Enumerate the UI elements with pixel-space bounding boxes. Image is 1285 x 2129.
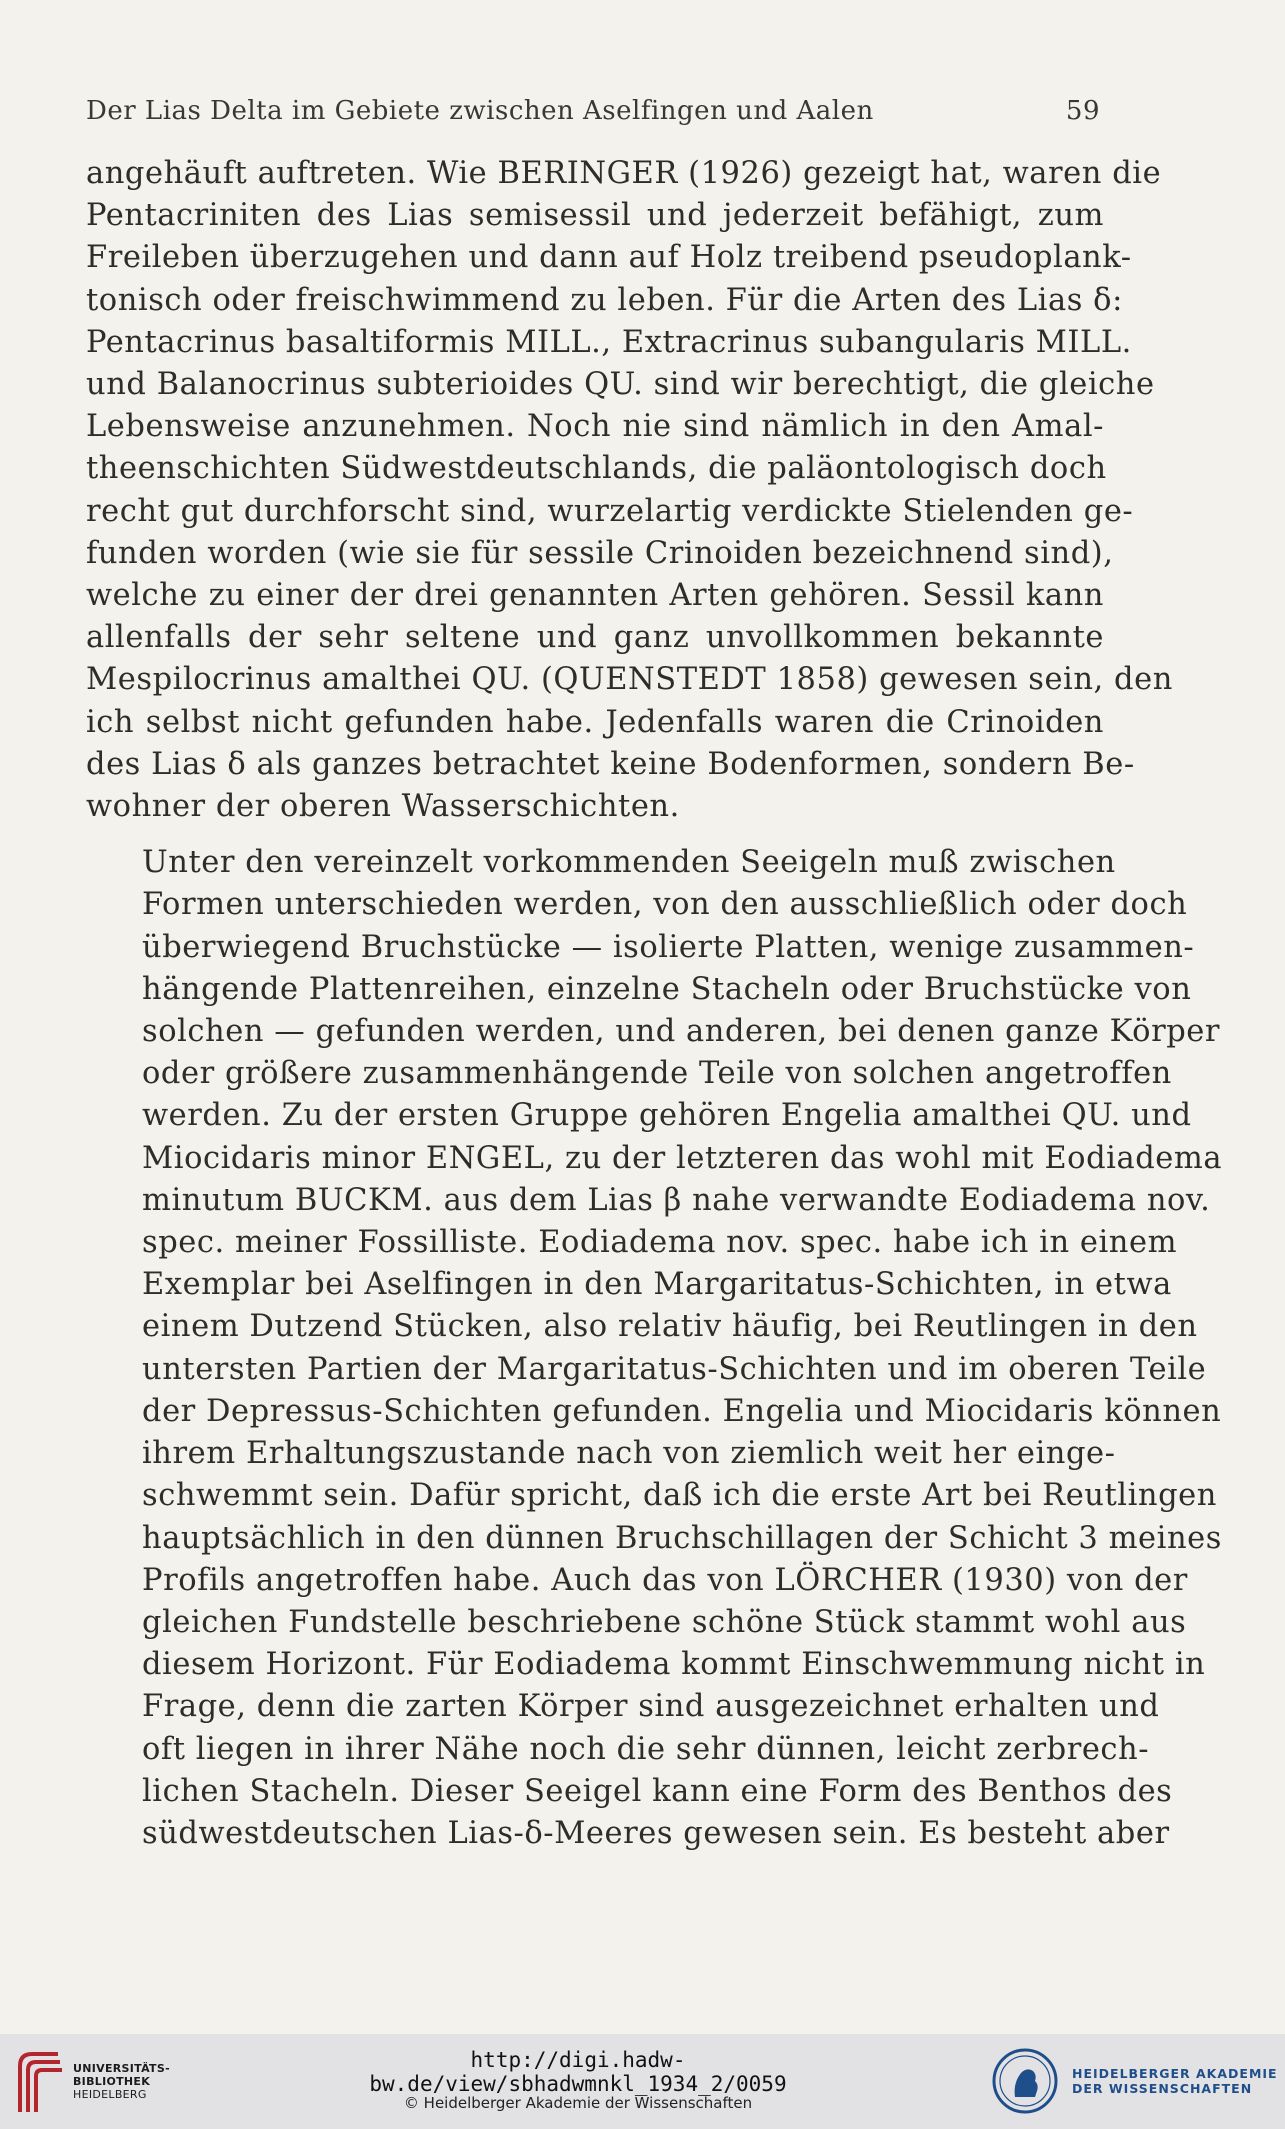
text-line: funden worden (wie sie für sessile Crinoiden bezeichnend sind),	[86, 535, 1114, 571]
text-line: spec. meiner Fossilliste. Eodiadema nov. spec. habe ich in einem	[142, 1225, 1178, 1261]
text-line: Formen unterschieden werden, von den ausschließlich oder doch	[142, 887, 1188, 923]
text-line: angehäuft auftreten. Wie BERINGER (1926) gezeigt hat, waren die	[86, 156, 1162, 191]
text-line: welche zu einer der drei genannten Arten gehören. Sessil kann	[86, 578, 1104, 614]
text-line: wohner der oberen Wasserschichten.	[86, 789, 680, 825]
text-line: einem Dutzend Stücken, also relativ häufig, bei Reutlingen in den	[142, 1309, 1198, 1345]
text-line: überwiegend Bruchstücke — isolierte Platten, wenige zusammen-	[142, 929, 1195, 965]
text-line: Frage, denn die zarten Körper sind ausgezeichnet erhalten und	[142, 1689, 1160, 1725]
text-line: Exemplar bei Aselfingen in den Margaritatus-Schichten, in etwa	[142, 1267, 1172, 1303]
paragraph-1	[86, 153, 1173, 828]
library-line-3: HEIDELBERG	[73, 2088, 147, 2101]
text-line: und Balanocrinus subterioides QU. sind wir berechtigt, die gleiche	[86, 367, 1155, 403]
text-line: Miocidaris minor ENGEL, zu der letzteren das wohl mit Eodiadema	[142, 1140, 1223, 1176]
copyright-notice: © Heidelberger Akademie der Wissenschaften	[403, 2094, 753, 2112]
text-line: theenschichten Südwestdeutschlands, die paläontologisch doch	[86, 451, 1107, 487]
permalink-url[interactable]: http://digi.hadw-bw.de/view/sbhadwmnkl_1934_2/0059	[369, 2048, 787, 2096]
text-line: Pentacriniten des Lias semisessil und jederzeit befähigt, zum	[86, 198, 1104, 234]
text-line: recht gut durchforscht sind, wurzelartig verdickte Stielenden ge-	[86, 493, 1134, 529]
text-line: Pentacrinus basaltiformis MILL., Extracrinus subangularis MILL.	[86, 324, 1132, 360]
text-line: des Lias δ als ganzes betrachtet keine Bodenformen, sondern Be-	[86, 746, 1135, 782]
academy-line-2: DER WISSENSCHAFTEN	[1072, 2081, 1253, 2096]
text-line: oft liegen in ihrer Nähe noch die sehr dünnen, leicht zerbrech-	[142, 1731, 1150, 1767]
paragraph-2	[86, 842, 1223, 1855]
library-line-1: UNIVERSITÄTS-	[73, 2062, 170, 2075]
text-line: hauptsächlich in den dünnen Bruchschillagen der Schicht 3 meines	[142, 1520, 1222, 1556]
text-line: oder größere zusammenhängende Teile von solchen angetroffen	[142, 1056, 1172, 1092]
body-text	[86, 153, 1223, 1855]
text-line: allenfalls der sehr seltene und ganz unvollkommen bekannte	[86, 620, 1104, 656]
text-line: Profils angetroffen habe. Auch das von LÖRCHER (1930) von der	[142, 1562, 1188, 1598]
academy-seal-icon[interactable]	[991, 2047, 1059, 2115]
text-line: werden. Zu der ersten Gruppe gehören Engelia amalthei QU. und	[142, 1098, 1192, 1134]
text-line: Unter den vereinzelt vorkommenden Seeigeln muß zwischen	[142, 845, 1116, 881]
text-line: hängende Plattenreihen, einzelne Stacheln oder Bruchstücke von	[142, 971, 1192, 1007]
library-line-2: BIBLIOTHEK	[73, 2075, 151, 2088]
text-line: tonisch oder freischwimmend zu leben. Für die Arten des Lias δ:	[86, 282, 1123, 318]
text-line: lichen Stacheln. Dieser Seeigel kann eine Form des Benthos des	[142, 1773, 1173, 1809]
ub-logo-icon[interactable]	[14, 2048, 66, 2114]
text-line: Lebensweise anzunehmen. Noch nie sind nämlich in den Amal-	[86, 409, 1104, 445]
text-line: ich selbst nicht gefunden habe. Jedenfalls waren die Crinoiden	[86, 704, 1104, 740]
text-line: diesem Horizont. Für Eodiadema kommt Einschwemmung nicht in	[142, 1647, 1206, 1683]
page-number: 59	[1065, 96, 1100, 126]
academy-line-1: HEIDELBERGER AKADEMIE	[1072, 2066, 1278, 2081]
text-line: untersten Partien der Margaritatus-Schichten und im oberen Teile	[142, 1351, 1207, 1387]
text-line: südwestdeutschen Lias-δ-Meeres gewesen sein. Es besteht aber	[142, 1815, 1170, 1851]
running-head-title: Der Lias Delta im Gebiete zwischen Aselfingen und Aalen	[86, 96, 874, 126]
text-line: minutum BUCKM. aus dem Lias β nahe verwandte Eodiadema nov.	[142, 1182, 1211, 1218]
text-line: Mespilocrinus amalthei QU. (QUENSTEDT 1858) gewesen sein, den	[86, 662, 1173, 698]
text-line: ihrem Erhaltungszustande nach von ziemlich weit her einge-	[142, 1436, 1116, 1472]
text-line: schwemmt sein. Dafür spricht, daß ich die erste Art bei Reutlingen	[142, 1478, 1217, 1514]
academy-name	[1072, 2066, 1278, 2096]
text-line: gleichen Fundstelle beschriebene schöne Stück stammt wohl aus	[142, 1604, 1187, 1640]
text-line: der Depressus-Schichten gefunden. Engelia und Miocidaris können	[142, 1393, 1222, 1429]
viewer-footer	[0, 2034, 1285, 2129]
text-line: solchen — gefunden werden, und anderen, bei denen ganze Körper	[142, 1014, 1221, 1050]
text-line: Freileben überzugehen und dann auf Holz treibend pseudoplank-	[86, 240, 1132, 276]
library-name	[73, 2062, 170, 2101]
